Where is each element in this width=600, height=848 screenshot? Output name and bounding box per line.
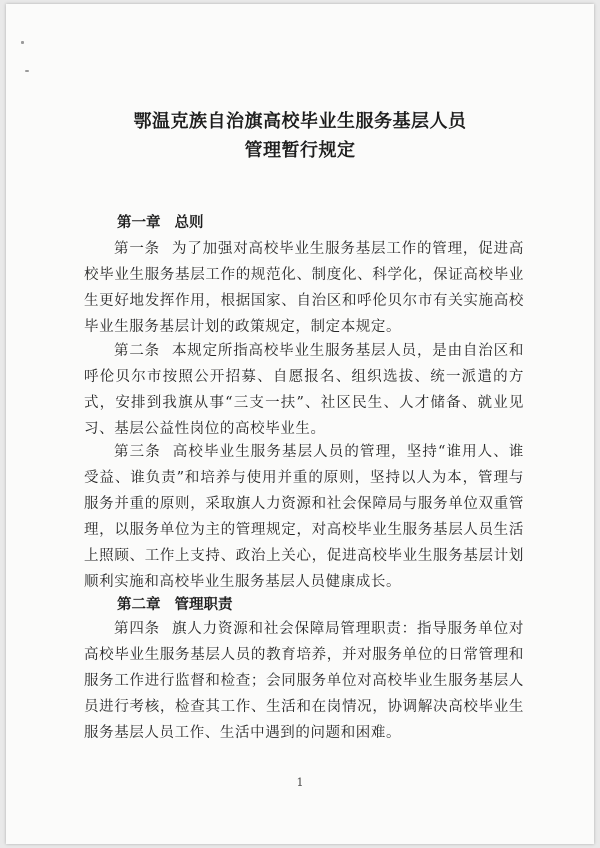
chapter-1-name: 总则 (174, 215, 204, 231)
article-3-number: 第三条 (114, 444, 161, 460)
article-3-text: 高校毕业生服务基层人员的管理，坚持“谁用人、谁受益、谁负责”和培养与使用并重的原则，坚持以人为本，管理与服务并重的原则，采取旗人力资源和社会保障局与服务单位双重管理，以服务单位为主的管理规定，对高校毕业生服务基层人员生活上照顾、工作上支持、政治上关心，促进高校毕业生服务基层计划顺利实施和高校毕业生服务基层人员健康成长。 (84, 444, 524, 590)
document-title-line2: 管理暂行规定 (244, 140, 356, 161)
chapter-1-number: 第一章 (117, 215, 161, 231)
article-2-number: 第二条 (114, 343, 160, 359)
article-2-text: 本规定所指高校毕业生服务基层人员，是由自治区和呼伦贝尔市按照公开招募、自愿报名、组织选拔、统一派遣的方式，安排到我旗从事“三支一扶”、社区民生、人才储备、就业见习、基层公益性岗位的高校毕业生。 (84, 343, 524, 437)
scan-speck (25, 70, 29, 72)
scan-speck (21, 41, 24, 44)
article-4-text: 旗人力资源和社会保障局管理职责：指导服务单位对高校毕业生服务基层人员的教育培养，并对服务单位的日常管理和服务工作进行监督和检查；会同服务单位对高校毕业生服务基层人员进行考核，检查其工作、生活和在岗情况，协调解决高校毕业生服务基层人员工作、生活中遇到的问题和困难。 (84, 621, 524, 741)
article-1-text: 为了加强对高校毕业生服务基层工作的管理，促进高校毕业生服务基层工作的规范化、制度化、科学化，保证高校毕业生更好地发挥作用，根据国家、自治区和呼伦贝尔市有关实施高校毕业生服务基层计划的政策规定，制定本规定。 (84, 241, 524, 335)
article-4-number: 第四条 (114, 621, 160, 637)
article-1 (84, 236, 524, 340)
article-4 (84, 616, 524, 746)
article-1-number: 第一条 (114, 241, 160, 257)
chapter-2-name: 管理职责 (174, 597, 233, 613)
chapter-2-number: 第二章 (117, 597, 161, 613)
page-number: 1 (296, 776, 304, 789)
chapter-2-heading (117, 593, 233, 614)
chapter-1-heading (117, 211, 204, 232)
document-title-line1: 鄂温克族自治旗高校毕业生服务基层人员 (133, 111, 467, 132)
article-3 (84, 439, 524, 595)
article-2 (84, 338, 524, 442)
document-page (6, 4, 594, 844)
